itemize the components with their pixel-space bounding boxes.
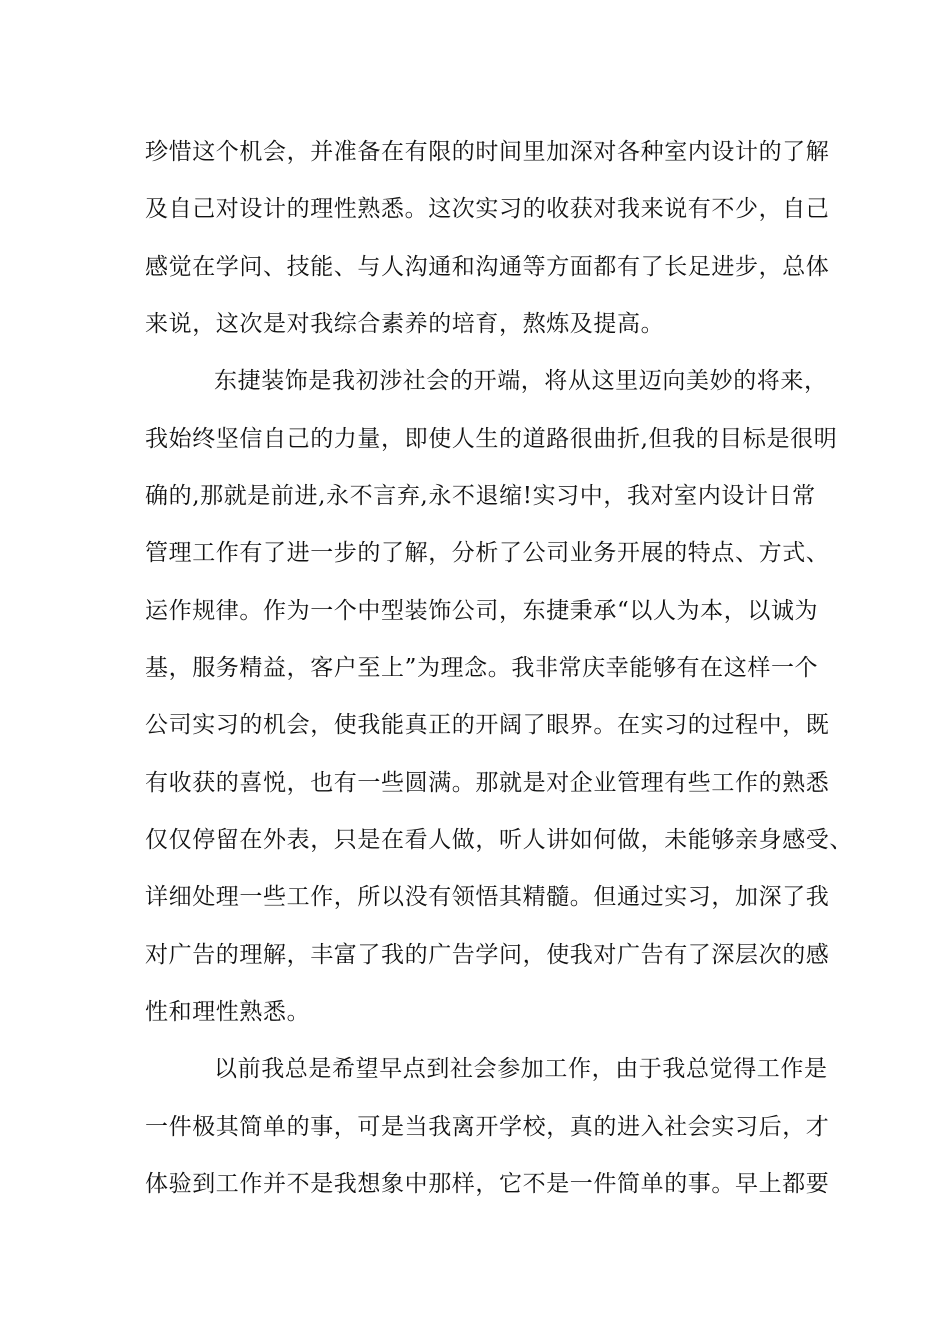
text-line: 管理工作有了进一步的了解，分析了公司业务开展的特点、方式、: [145, 540, 830, 566]
text-line: 仅仅停留在外表，只是在看人做，听人讲如何做，未能够亲身感受、: [145, 827, 853, 853]
text-line: 一件极其简单的事，可是当我离开学校，真的进入社会实习后，才: [145, 1114, 830, 1140]
text-line: 及自己对设计的理性熟悉。这次实习的收获对我来说有不少，自己: [145, 196, 830, 222]
text-line: 对广告的理解，丰富了我的广告学问，使我对广告有了深层次的感: [145, 942, 830, 968]
text-line: 我始终坚信自己的力量，即使人生的道路很曲折,但我的目标是很明: [145, 426, 838, 452]
text-line: 有收获的喜悦，也有一些圆满。那就是对企业管理有些工作的熟悉: [145, 770, 830, 796]
text-line: 性和理性熟悉。: [145, 999, 311, 1025]
text-line: 详细处理一些工作，所以没有领悟其精髓。但通过实习，加深了我: [145, 884, 830, 910]
text-line: 基，服务精益，客户至上”为理念。我非常庆幸能够有在这样一个: [145, 655, 819, 681]
text-line: 公司实习的机会，使我能真正的开阔了眼界。在实习的过程中，既: [145, 712, 830, 738]
text-line: 确的,那就是前进,永不言弃,永不退缩!实习中，我对室内设计日常: [145, 483, 816, 509]
text-line: 感觉在学问、技能、与人沟通和沟通等方面都有了长足进步，总体: [145, 254, 830, 280]
text-line: 珍惜这个机会，并准备在有限的时间里加深对各种室内设计的了解: [145, 139, 830, 165]
text-line: 体验到工作并不是我想象中那样，它不是一件简单的事。早上都要: [145, 1171, 830, 1197]
text-line: 来说，这次是对我综合素养的培育，熬炼及提高。: [145, 311, 665, 337]
paragraph-start-line: 东捷装饰是我初涉社会的开端，将从这里迈向美妙的将来，: [214, 368, 828, 394]
text-line: 运作规律。作为一个中型装饰公司，东捷秉承“以人为本，以诚为: [145, 598, 819, 624]
paragraph-start-line: 以前我总是希望早点到社会参加工作，由于我总觉得工作是: [214, 1056, 828, 1082]
